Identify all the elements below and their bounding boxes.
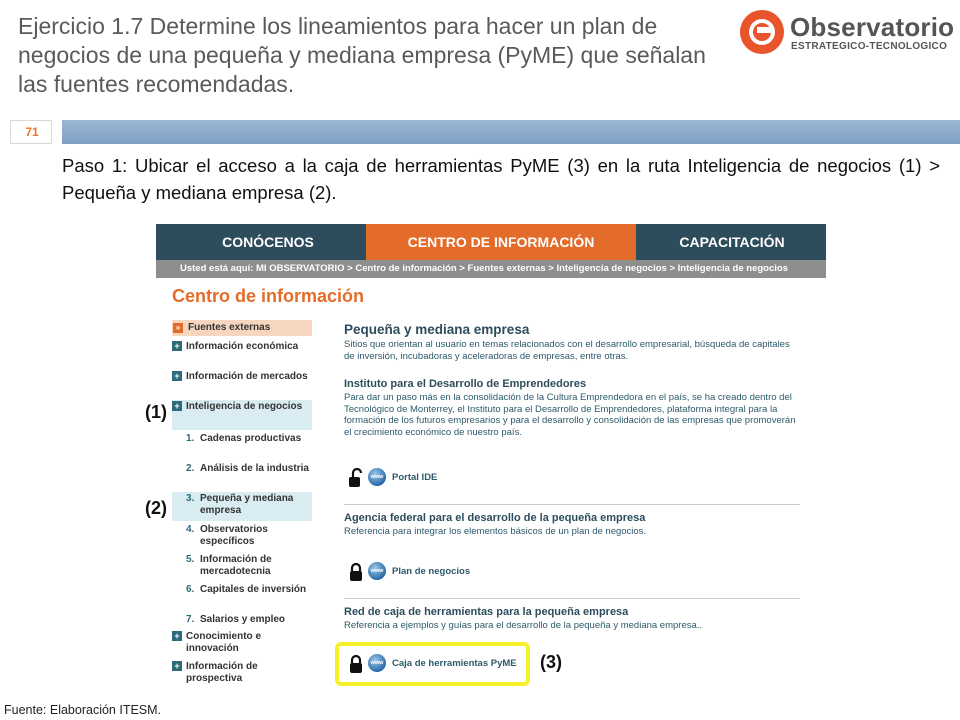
annotation-2: (2)	[145, 498, 167, 518]
link-label[interactable]: Plan de negocios	[392, 566, 471, 577]
link-label[interactable]: Portal IDE	[392, 472, 438, 483]
sidebar-subitem-observatorios-especificos[interactable]	[172, 523, 312, 551]
expand-plus-icon[interactable]: +	[172, 401, 182, 411]
chevron-right-icon: »	[173, 323, 183, 333]
section-description: Sitios que orientan al usuario en temas relacionados con el desarrollo empresarial, búsqueda de capitales de inversión, incubadoras y aceleradoras de empresas, entre otras.	[344, 339, 790, 362]
sidebar-item-label: Capitales de inversión	[200, 584, 307, 595]
annotation-3: (3)	[540, 652, 562, 672]
entry-description-ide: Para dar un paso más en la consolidación de la Cultura Emprendedora en el país, se ha creado dentro del Tecnológico de Monterrey, el Instituto para el Desarrollo de Emprendedores, plataforma integral para la formación de los futuros empresarios y para el desarrollo y consolidación de las empresas que promoverán el crecimiento económico de nuestro país.	[344, 392, 796, 438]
subitem-number: 6.	[186, 584, 195, 595]
expand-plus-icon[interactable]: +	[172, 661, 182, 671]
page-heading: Centro de información	[172, 286, 365, 306]
sidebar-subitem-pequena-mediana-empresa[interactable]	[172, 492, 312, 521]
subitem-number: 2.	[186, 463, 195, 474]
sidebar-item-label: Análisis de la industria	[200, 463, 309, 474]
nav-conocenos[interactable]: CONÓCENOS	[222, 234, 314, 250]
breadcrumb-text[interactable]: Usted está aquí: MI OBSERVATORIO > Centro de información > Fuentes externas > Inteligencia de negocios > Inteligencia de negocios	[180, 263, 788, 274]
logo-name: Observatorio	[790, 12, 955, 42]
website-screenshot	[156, 224, 826, 690]
logo-subtitle: ESTRATEGICO-TECNOLOGICO	[791, 41, 948, 52]
highlight-box-caja-herramientas	[335, 642, 530, 686]
sidebar-item-informacion-prospectiva[interactable]	[172, 660, 312, 688]
slide-number: 71	[25, 125, 39, 139]
sidebar-item-inteligencia-negocios[interactable]	[172, 400, 312, 430]
sidebar-item-informacion-mercados[interactable]	[172, 370, 312, 398]
breadcrumb	[156, 260, 826, 278]
sidebar-item-label: Información de prospectiva	[186, 661, 258, 684]
sidebar-header-label: Fuentes externas	[188, 322, 271, 333]
nav-centro-informacion[interactable]: CENTRO DE INFORMACIÓN	[366, 224, 636, 260]
subitem-number: 3.	[186, 493, 195, 504]
step-instruction: Paso 1: Ubicar el acceso a la caja de herramientas PyME (3) en la ruta Inteligencia de negocios (1) > Pequeña y mediana empresa (2).	[62, 155, 940, 203]
sidebar-subitem-analisis-industria[interactable]	[172, 462, 312, 490]
subitem-number: 7.	[186, 614, 195, 625]
www-globe-icon: www	[368, 654, 386, 672]
sidebar-item-label: Información de mercadotecnia	[200, 554, 272, 577]
sidebar-item-label: Información de mercados	[186, 371, 308, 382]
slide-number-box	[10, 120, 52, 144]
entry-title-ide: Instituto para el Desarrollo de Emprendedores	[344, 378, 587, 390]
entry-description-red-caja-herramientas: Referencia a ejemplos y guías para el desarrollo de la pequeña y mediana empresa..	[344, 620, 703, 631]
annotation-1: (1)	[145, 402, 167, 422]
lock-icon	[348, 562, 364, 582]
expand-plus-icon[interactable]: +	[172, 371, 182, 381]
logo-mark	[757, 27, 771, 33]
sidebar-item-conocimiento-innovacion[interactable]	[172, 630, 312, 658]
expand-plus-icon[interactable]: +	[172, 631, 182, 641]
divider	[344, 504, 800, 505]
link-label[interactable]: Caja de herramientas PyME	[392, 658, 517, 669]
nav-capacitacion[interactable]: CAPACITACIÓN	[679, 234, 785, 250]
sidebar-item-label: Inteligencia de negocios	[186, 401, 303, 412]
section-title: Pequeña y mediana empresa	[344, 322, 530, 337]
www-globe-icon: www	[368, 468, 386, 486]
header-bar	[62, 120, 960, 144]
subitem-number: 5.	[186, 554, 195, 565]
sidebar-subitem-capitales-inversion[interactable]	[172, 583, 312, 611]
entry-title-red-caja-herramientas: Red de caja de herramientas para la pequeña empresa	[344, 606, 629, 618]
unlocked-lock-icon	[348, 468, 364, 488]
sidebar-item-label: Pequeña y mediana empresa	[200, 493, 294, 516]
sidebar-item-label: Información económica	[186, 341, 299, 352]
subitem-number: 4.	[186, 524, 195, 535]
sidebar-subitem-informacion-mercadotecnia[interactable]	[172, 553, 312, 581]
sidebar-item-label: Observatorios específicos	[200, 524, 268, 547]
sidebar-subitem-salarios-empleo[interactable]	[172, 613, 312, 629]
expand-plus-icon[interactable]: +	[172, 341, 182, 351]
www-globe-icon: www	[368, 562, 386, 580]
sidebar-header-fuentes-externas[interactable]	[172, 320, 312, 336]
divider	[344, 598, 800, 599]
source-note: Fuente: Elaboración ITESM.	[4, 703, 162, 717]
slide-title: Ejercicio 1.7 Determine los lineamientos para hacer un plan de negocios de una pequeña y mediana empresa (PyME) que señalan las fuentes recomendadas.	[18, 13, 706, 97]
subitem-number: 1.	[186, 433, 195, 444]
main-nav	[156, 224, 826, 260]
sidebar-item-label: Conocimiento e innovación	[186, 631, 262, 654]
entry-title-agencia-federal: Agencia federal para el desarrollo de la pequeña empresa	[344, 512, 646, 524]
sidebar-item-label: Salarios y empleo	[200, 614, 286, 625]
sidebar-item-informacion-economica[interactable]	[172, 340, 312, 368]
entry-description-agencia-federal: Referencia para integrar los elementos básicos de un plan de negocios.	[344, 526, 647, 537]
sidebar-subitem-cadenas-productivas[interactable]	[172, 432, 312, 460]
observatorio-logo	[740, 8, 955, 58]
sidebar-item-label: Cadenas productivas	[200, 433, 302, 444]
